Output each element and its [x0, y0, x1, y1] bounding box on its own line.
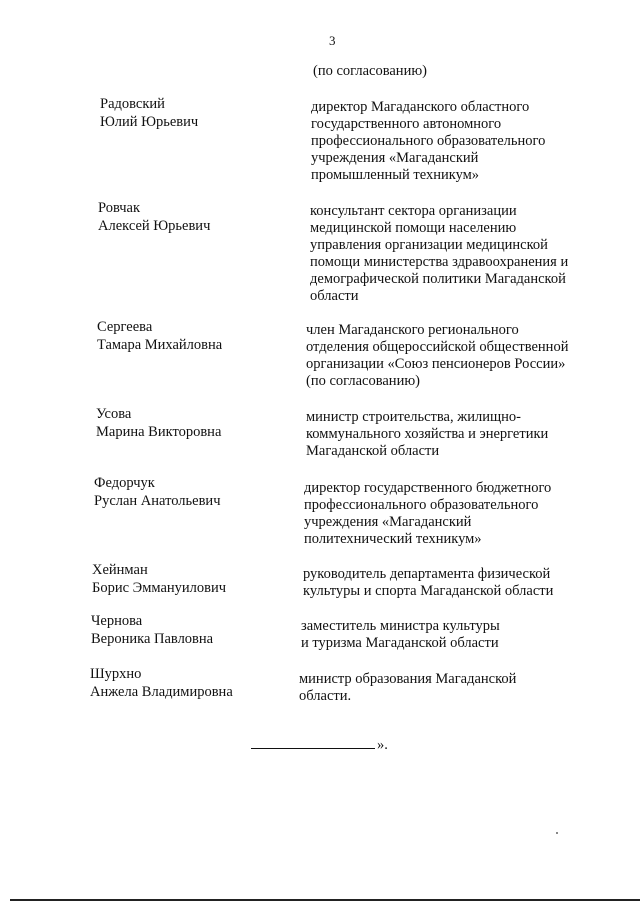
member-surname: Радовский	[100, 96, 165, 112]
member-name	[100, 95, 198, 131]
member-given-names: Руслан Анатольевич	[94, 493, 221, 509]
member-role: министр образования Магаданской области.	[299, 671, 517, 704]
member-name	[98, 199, 210, 235]
member-name	[97, 318, 222, 354]
member-name	[96, 405, 221, 441]
closing-quote: ».	[377, 737, 388, 753]
member-role: заместитель министра культуры и туризма Магаданской области	[301, 618, 500, 651]
member-name	[91, 612, 213, 648]
member-role: консультант сектора организации медицинской помощи населению управления организации медицинской помощи министерства здравоохранения и демографической политики Магаданской области	[310, 203, 569, 304]
member-given-names: Юлий Юрьевич	[100, 114, 199, 130]
scan-speck	[556, 832, 558, 834]
member-surname: Сергеева	[97, 319, 153, 335]
member-given-names: Анжела Владимировна	[90, 684, 233, 700]
member-name	[94, 474, 221, 510]
member-surname: Усова	[96, 406, 132, 422]
member-surname: Чернова	[91, 613, 143, 629]
closing-line	[251, 736, 388, 754]
blank-underline	[251, 736, 375, 749]
bottom-rule	[10, 899, 640, 901]
member-given-names: Алексей Юрьевич	[98, 218, 211, 234]
member-surname: Шурхно	[90, 666, 142, 682]
member-role: директор государственного бюджетного профессионального образовательного учреждения «Магаданский политехнический техникум»	[304, 480, 552, 547]
continuation-note: (по согласованию)	[313, 63, 427, 79]
member-name	[92, 561, 226, 597]
member-surname: Хейнман	[92, 562, 148, 578]
member-name	[90, 665, 233, 701]
member-given-names: Вероника Павловна	[91, 631, 214, 647]
member-surname: Ровчак	[98, 200, 141, 216]
member-given-names: Борис Эммануилович	[92, 580, 227, 596]
member-role: министр строительства, жилищно- коммунального хозяйства и энергетики Магаданской области	[306, 409, 549, 459]
member-role: член Магаданского регионального отделения общероссийской общественной организации «Союз пенсионеров России» (по согласованию)	[306, 322, 569, 389]
member-given-names: Тамара Михайловна	[97, 337, 223, 353]
page-number: 3	[329, 33, 336, 48]
member-role: руководитель департамента физической культуры и спорта Магаданской области	[303, 566, 554, 599]
member-role: директор Магаданского областного государственного автономного профессионального образовательного учреждения «Магаданский промышленный техникум»	[311, 99, 546, 183]
member-given-names: Марина Викторовна	[96, 424, 222, 440]
member-surname: Федорчук	[94, 475, 155, 491]
